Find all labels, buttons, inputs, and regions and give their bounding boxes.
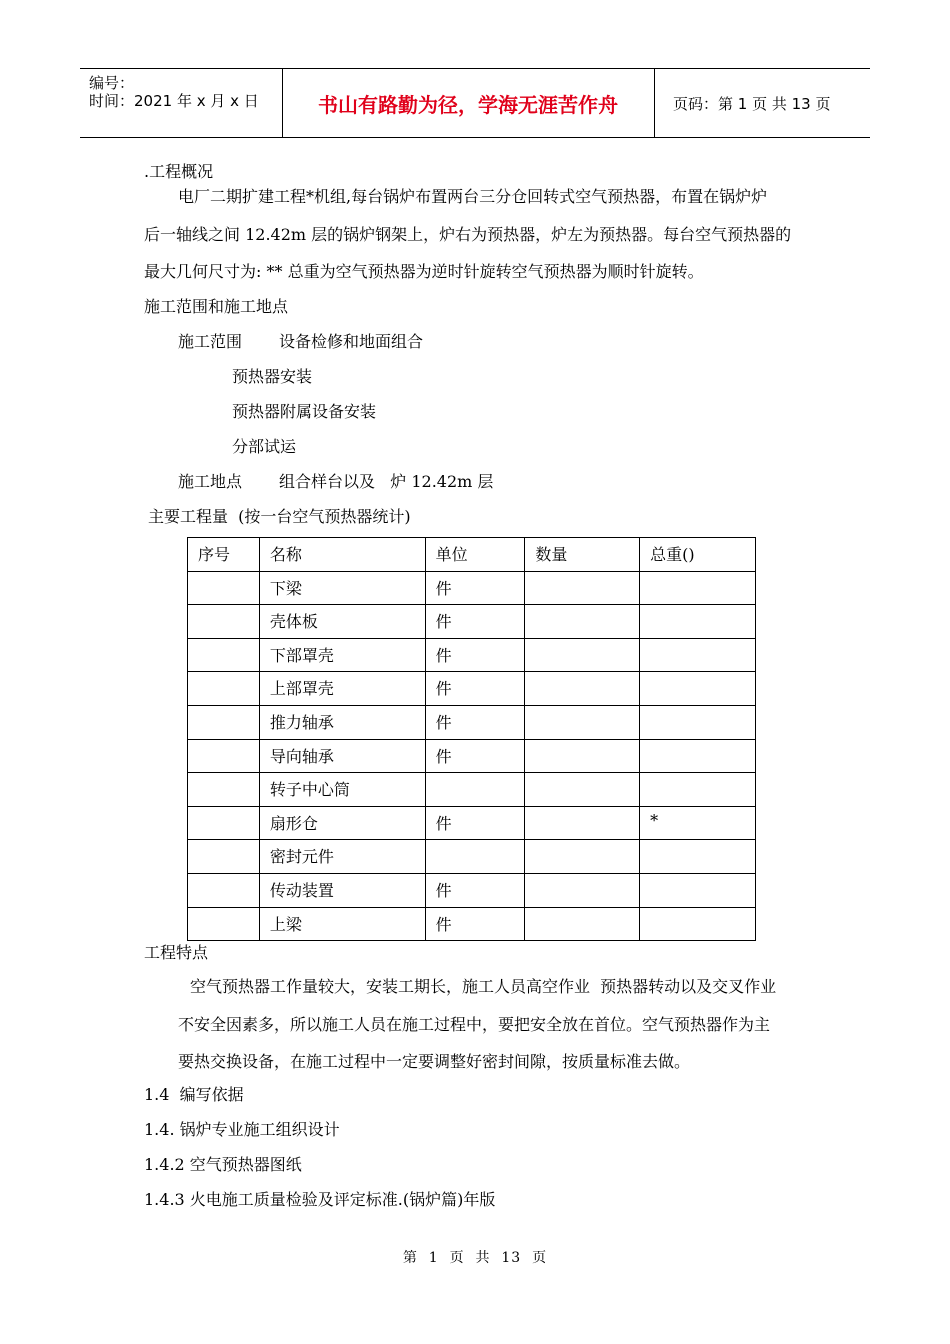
cell-quantity [525, 605, 640, 639]
cell-index [188, 739, 260, 773]
col-header-index: 序号 [188, 538, 260, 572]
cell-name: 密封元件 [259, 840, 425, 874]
overview-line-1: 电厂二期扩建工程*机组,每台锅炉布置两台三分仓回转式空气预热器，布置在锅炉炉 [178, 187, 768, 206]
cell-unit: 件 [425, 739, 525, 773]
section-title-scope: 施工范围和施工地点 [144, 297, 289, 316]
features-line-2: 不安全因素多，所以施工人员在施工过程中，要把安全放在首位。空气预热器作为主 [178, 1015, 771, 1034]
doc-number-label: 编号： [89, 74, 135, 92]
cell-name: 扇形仓 [259, 806, 425, 840]
cell-quantity [525, 638, 640, 672]
cell-total-weight: * [640, 806, 756, 840]
overview-line-3: 最大几何尺寸为: ** 总重为空气预热器为逆时针旋转空气预热器为顺时针旋转。 [144, 262, 704, 281]
cell-unit: 件 [425, 705, 525, 739]
cell-name: 传动装置 [259, 873, 425, 907]
section-title-basis: 1.4 编写依据 [144, 1085, 244, 1104]
cell-index [188, 806, 260, 840]
cell-unit: 件 [425, 672, 525, 706]
cell-quantity [525, 672, 640, 706]
section-title-overview: .工程概况 [144, 162, 214, 181]
cell-quantity [525, 571, 640, 605]
col-header-unit: 单位 [425, 538, 525, 572]
cell-total-weight [640, 571, 756, 605]
scope-item-1: 设备检修和地面组合 [279, 332, 424, 351]
cell-unit [425, 773, 525, 807]
site-value: 组合样台以及 炉 12.42m 层 [279, 472, 494, 491]
cell-quantity [525, 705, 640, 739]
cell-index [188, 705, 260, 739]
site-label: 施工地点 [178, 472, 243, 491]
cell-total-weight [640, 672, 756, 706]
table-row [188, 806, 756, 840]
cell-name: 推力轴承 [259, 705, 425, 739]
table-row [188, 672, 756, 706]
cell-quantity [525, 806, 640, 840]
cell-total-weight [640, 840, 756, 874]
cell-unit: 件 [425, 571, 525, 605]
table-row [188, 571, 756, 605]
page-footer [0, 1247, 950, 1267]
cell-quantity [525, 840, 640, 874]
scope-label: 施工范围 [178, 332, 243, 351]
cell-quantity [525, 773, 640, 807]
table-row [188, 739, 756, 773]
cell-name: 上部罩壳 [259, 672, 425, 706]
header-page-info [663, 69, 870, 137]
cell-name: 上梁 [259, 907, 425, 941]
quantity-table [187, 537, 756, 941]
cell-index [188, 605, 260, 639]
cell-total-weight [640, 773, 756, 807]
scope-item-4: 分部试运 [232, 437, 297, 456]
doc-date-label: 时间：2021 年 x 月 x 日 [89, 92, 259, 110]
features-line-1: 空气预热器工作量较大，安装工期长，施工人员高空作业 预热器转动以及交叉作业 [190, 977, 777, 996]
table-row [188, 705, 756, 739]
cell-total-weight [640, 605, 756, 639]
col-header-total-weight: 总重() [640, 538, 756, 572]
basis-item-1: 1.4. 锅炉专业施工组织设计 [144, 1120, 340, 1139]
section-title-quantity: 主要工程量 (按一台空气预热器统计) [148, 507, 411, 526]
cell-index [188, 873, 260, 907]
cell-index [188, 773, 260, 807]
col-header-quantity: 数量 [525, 538, 640, 572]
cell-name: 下部罩壳 [259, 638, 425, 672]
cell-name: 导向轴承 [259, 739, 425, 773]
cell-index [188, 907, 260, 941]
table-row [188, 773, 756, 807]
cell-total-weight [640, 739, 756, 773]
cell-unit: 件 [425, 605, 525, 639]
cell-total-weight [640, 907, 756, 941]
footer-page-number: 第 1 页 共 13 页 [402, 1250, 548, 1266]
table-row [188, 840, 756, 874]
cell-index [188, 638, 260, 672]
cell-quantity [525, 873, 640, 907]
cell-unit: 件 [425, 806, 525, 840]
page-header [80, 68, 870, 138]
basis-item-3: 1.4.3 火电施工质量检验及评定标准.(锅炉篇)年版 [144, 1190, 496, 1209]
cell-quantity [525, 907, 640, 941]
table-row [188, 873, 756, 907]
header-motto: 书山有路勤为径，学海无涯苦作舟 [282, 69, 655, 137]
table-row [188, 638, 756, 672]
col-header-name: 名称 [259, 538, 425, 572]
cell-total-weight [640, 705, 756, 739]
overview-line-2: 后一轴线之间 12.42m 层的锅炉钢架上，炉右为预热器，炉左为预热器。每台空气预热器的 [144, 225, 792, 244]
table-row [188, 605, 756, 639]
cell-index [188, 672, 260, 706]
cell-unit: 件 [425, 907, 525, 941]
table-row [188, 907, 756, 941]
page-info-text: 页码：第 1 页 共 13 页 [673, 94, 831, 113]
cell-unit [425, 840, 525, 874]
features-line-3: 要热交换设备，在施工过程中一定要调整好密封间隙，按质量标准去做。 [178, 1052, 691, 1071]
basis-item-2: 1.4.2 空气预热器图纸 [144, 1155, 302, 1174]
section-title-features: 工程特点 [144, 943, 209, 962]
scope-item-3: 预热器附属设备安装 [232, 402, 377, 421]
cell-total-weight [640, 638, 756, 672]
cell-total-weight [640, 873, 756, 907]
scope-item-2: 预热器安装 [232, 367, 313, 386]
cell-name: 壳体板 [259, 605, 425, 639]
cell-name: 下梁 [259, 571, 425, 605]
cell-index [188, 840, 260, 874]
header-meta [80, 69, 283, 137]
cell-quantity [525, 739, 640, 773]
cell-name: 转子中心筒 [259, 773, 425, 807]
table-header-row [188, 538, 756, 572]
cell-unit: 件 [425, 638, 525, 672]
cell-unit: 件 [425, 873, 525, 907]
cell-index [188, 571, 260, 605]
